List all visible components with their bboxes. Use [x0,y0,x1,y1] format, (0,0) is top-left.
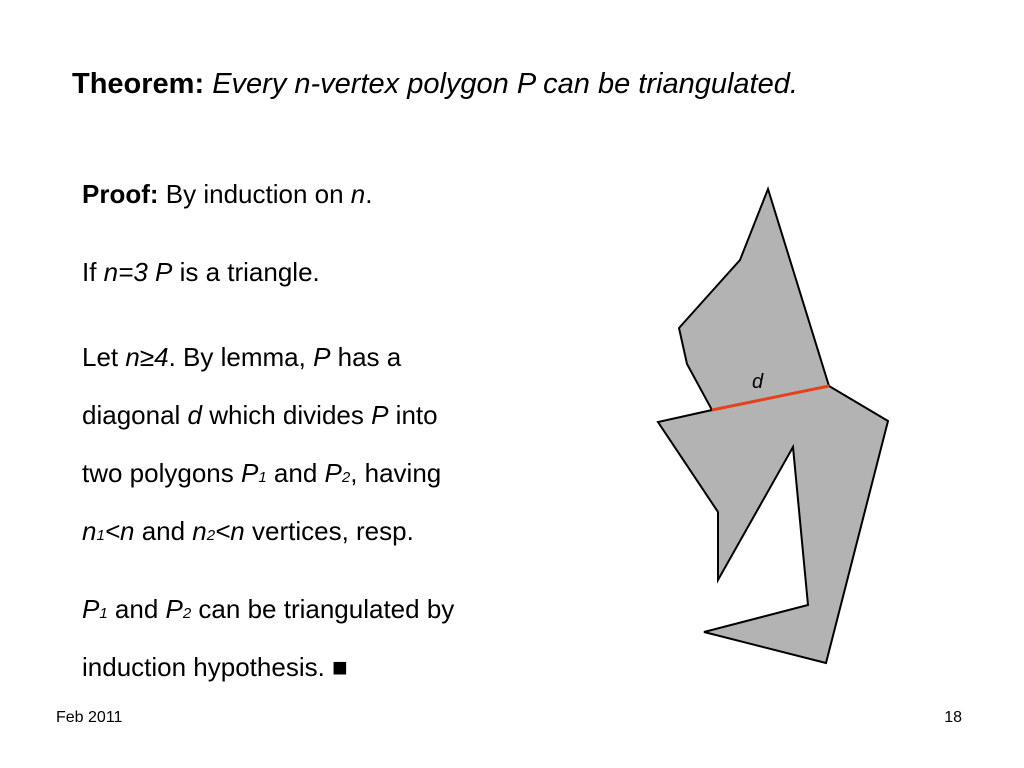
theorem-statement: Every n-vertex polygon P can be triangulated. [212,68,798,100]
subscript: 2 [341,469,351,486]
text-span: and [266,458,325,488]
footer-date: Feb 2011 [56,709,123,726]
diagonal-label: d [752,371,764,393]
italic-span: n [350,179,366,209]
proof-line-8 [82,638,602,696]
theorem-label: Theorem: [72,68,205,100]
page-number: 18 [944,709,962,726]
italic-span: P [371,400,389,430]
text-span: can be triangulated by [191,594,455,624]
italic-span: P [313,342,331,372]
italic-span: d [187,400,203,430]
text-span: two polygons [82,458,241,488]
italic-span: P [82,594,100,624]
text-span: diagonal [82,400,188,430]
text-span: is a triangle. [172,257,320,287]
proof-line-5 [82,444,602,502]
slide-title [72,62,798,106]
polygon-figure [640,180,910,670]
text-span: induction hypothesis. ■ [82,652,348,682]
proof-line-6 [82,502,602,560]
proof-line-4 [82,386,602,444]
text-span: , having [350,458,442,488]
text-span: and [107,594,166,624]
italic-span: n≥4 [125,342,169,372]
text-span: If [82,257,104,287]
subscript: 1 [96,527,105,544]
proof-line-7 [82,580,602,638]
text-span: . [365,179,373,209]
italic-span: P [240,458,259,488]
text-span: has a [330,342,402,372]
text-span: into [388,400,438,430]
subscript: 2 [206,527,216,544]
proof-label: Proof: [82,179,159,209]
italic-span: P [324,458,342,488]
proof-line-2 [82,250,602,294]
text-span: By induction on [158,179,351,209]
text-span: and [134,516,193,546]
proof-line-3 [82,328,602,386]
italic-span: <n [104,516,135,546]
text-span: . By lemma, [168,342,314,372]
italic-span: n=3 P [103,257,173,287]
subscript: 1 [258,469,267,486]
italic-span: n [192,516,207,546]
text-span: which divides [202,400,372,430]
italic-span: <n [215,516,245,546]
text-span: vertices, resp. [244,516,414,546]
italic-span: n [82,516,97,546]
proof-line-1 [82,172,602,216]
text-span: Let [82,342,126,372]
subscript: 1 [99,605,108,622]
polygon-p [658,189,888,663]
proof-text [82,172,602,696]
subscript: 2 [182,605,192,622]
italic-span: P [165,594,183,624]
